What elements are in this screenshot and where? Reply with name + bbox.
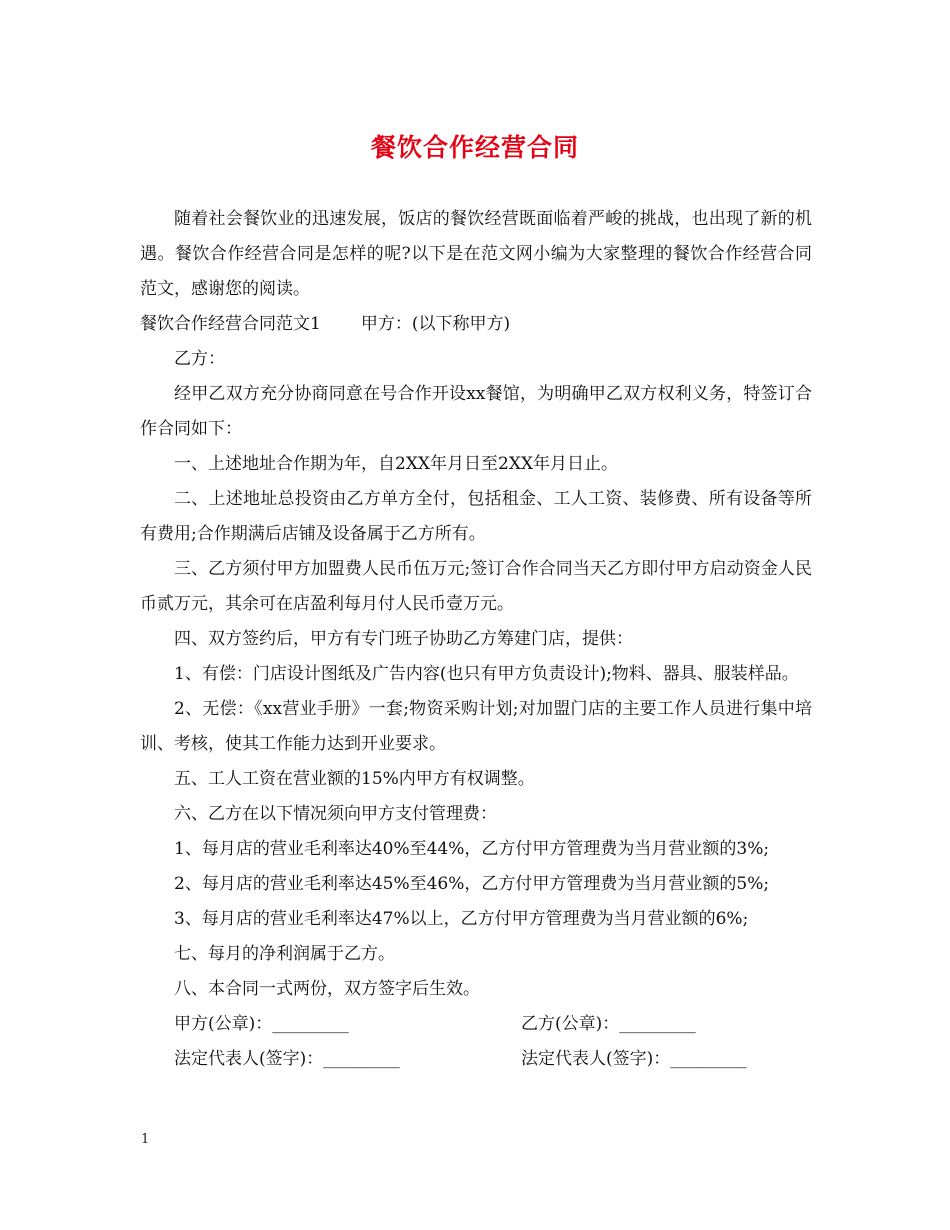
clause-3: 三、乙方须付甲方加盟费人民币伍万元;签订合作合同当天乙方即付甲方启动资金人民币贰万元，其余可在店盈利每月付人民币壹万元。: [140, 559, 812, 614]
document-title: 餐饮合作经营合同: [370, 133, 579, 162]
clause-6: 六、乙方在以下情况须向甲方支付管理费：: [174, 804, 497, 824]
clause-2: 二、上述地址总投资由乙方单方全付，包括租金、工人工资、装修费、所有设备等所有费用;合作期满后店铺及设备属于乙方所有。: [140, 489, 812, 544]
document-body: [140, 202, 812, 1077]
representative-signature-row: [140, 1042, 812, 1077]
clause-4-item-1: 1、有偿：门店设计图纸及广告内容(也只有甲方负责设计);物料、器具、服装样品。: [174, 664, 799, 684]
section-heading-line: [140, 307, 812, 342]
sample-heading: 餐饮合作经营合同范文1: [140, 314, 321, 334]
clause-6-item-2: 2、每月店的营业毛利率达45%至46%，乙方付甲方管理费为当月营业额的5%;: [174, 874, 770, 894]
clause-6-item-3: 3、每月店的营业毛利率达47%以上，乙方付甲方管理费为当月营业额的6%;: [174, 909, 749, 929]
seal-signature-row: [140, 1007, 812, 1042]
clause-5: 五、工人工资在营业额的15%内甲方有权调整。: [174, 769, 535, 789]
clause-4-item-2: 2、无偿：《xx营业手册》一套;物资采购计划;对加盟门店的主要工作人员进行集中培训、考核，使其工作能力达到开业要求。: [140, 699, 812, 754]
party-a-line: 甲方：(以下称甲方): [360, 314, 511, 334]
clause-8: 八、本合同一式两份，双方签字后生效。: [174, 979, 480, 999]
clause-7: 七、每月的净利润属于乙方。: [174, 944, 395, 964]
clause-4: 四、双方签约后，甲方有专门班子协助乙方筹建门店，提供：: [174, 629, 633, 649]
preamble-paragraph: 经甲乙双方充分协商同意在号合作开设xx餐馆，为明确甲乙双方权利义务，特签订合作合同如下：: [140, 384, 812, 439]
clause-6-item-1: 1、每月店的营业毛利率达40%至44%，乙方付甲方管理费为当月营业额的3%;: [174, 839, 770, 859]
party-b-line: 乙方：: [174, 349, 225, 369]
page-number: 1: [141, 1132, 150, 1147]
party-a-rep-field: 法定代表人(签字)：_________: [174, 1049, 400, 1069]
party-a-seal-field: 甲方(公章)：_________: [174, 1014, 349, 1034]
party-b-seal-field: 乙方(公章)：_________: [521, 1014, 696, 1034]
party-b-rep-field: 法定代表人(签字)：_________: [521, 1049, 747, 1069]
intro-paragraph: 随着社会餐饮业的迅速发展，饭店的餐饮经营既面临着严峻的挑战，也出现了新的机遇。餐饮合作经营合同是怎样的呢?以下是在范文网小编为大家整理的餐饮合作经营合同范文，感谢您的阅读。: [140, 209, 812, 299]
clause-1: 一、上述地址合作期为年，自2XX年月日至2XX年月日止。: [174, 454, 619, 474]
